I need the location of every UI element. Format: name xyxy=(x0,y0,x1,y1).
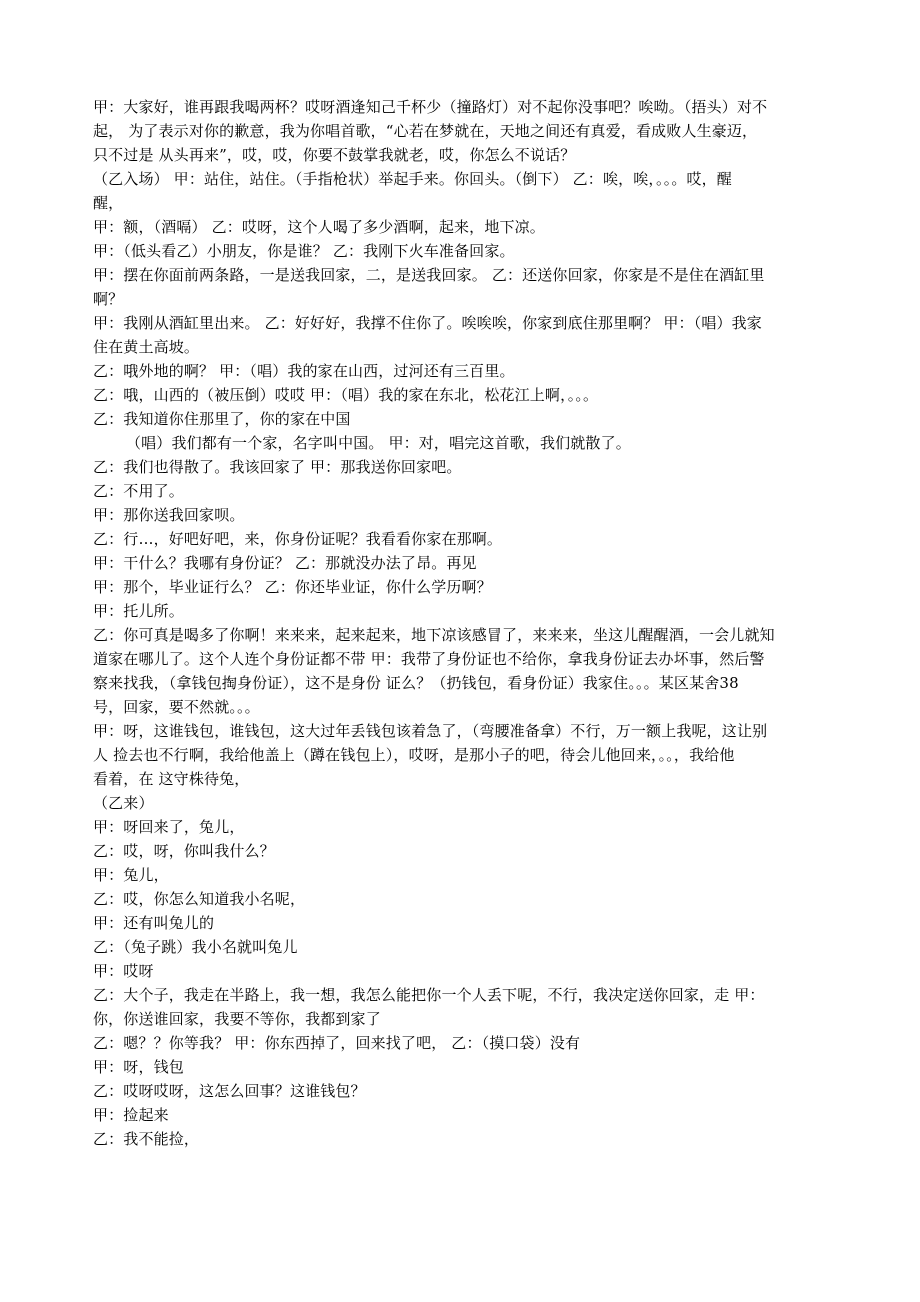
dialogue-line: 甲：捡起来 xyxy=(93,1106,169,1124)
dialogue-line: 乙：大个子，我走在半路上，我一想，我怎么能把你一个人丢下呢，不行，我决定送你回家，走 甲： xyxy=(93,986,765,1004)
dialogue-line: 乙：（兔子跳）我小名就叫兔儿 xyxy=(93,938,298,956)
dialogue-line: 乙：哎，呀，你叫我什么？ xyxy=(93,842,275,860)
dialogue-line: （乙入场） 甲：站住，站住。（手指枪状）举起手来。你回头。（倒下） 乙：唉，唉，。。。哎，醒 xyxy=(93,170,732,188)
dialogue-line: 乙：嗯？？你等我？ 甲：你东西掉了，回来找了吧， 乙：（摸口袋）没有 xyxy=(93,1034,581,1052)
dialogue-line: 甲：呀，这谁钱包，谁钱包，这大过年丢钱包该着急了，（弯腰准备拿）不行，万一额上我呢，这让别 xyxy=(93,722,768,740)
dialogue-line: 甲：那你送我回家呗。 xyxy=(93,506,245,524)
dialogue-line: 甲：那个，毕业证行么？ 乙：你还毕业证，你什么学历啊？ xyxy=(93,578,492,596)
dialogue-line: 乙：我不能捡， xyxy=(93,1130,200,1148)
dialogue-line: 人 捡去也不行啊，我给他盖上（蹲在钱包上），哎呀，是那小子的吧，待会儿他回来，。。，我给他 xyxy=(93,746,735,764)
dialogue-line: 看着，在 这守株待兔， xyxy=(93,770,250,788)
dialogue-line: 乙：不用了。 xyxy=(93,482,184,500)
dialogue-line: 住在黄土高坡。 xyxy=(93,338,200,356)
script-page xyxy=(93,95,843,1151)
dialogue-line: 甲：摆在你面前两条路，一是送我回家，二，是送我回家。 乙：还送你回家，你家是不是住在酒缸里 xyxy=(93,266,765,284)
dialogue-line: 甲：托儿所。 xyxy=(93,602,184,620)
dialogue-line: 甲：大家好，谁再跟我喝两杯？哎呀酒逢知己千杯少（撞路灯）对不起你没事吧？唉呦。（捂头）对不 xyxy=(93,98,768,116)
dialogue-line: 甲：兔儿， xyxy=(93,866,169,884)
dialogue-line: 乙：哎，你怎么知道我小名呢， xyxy=(93,890,306,908)
dialogue-line: 甲：呀，钱包 xyxy=(93,1058,184,1076)
dialogue-line: 起， 为了表示对你的歉意，我为你唱首歌，“心若在梦就在，天地之间还有真爱，看成败人生豪迈， xyxy=(93,122,758,140)
dialogue-line: 乙：行…，好吧好吧，来，你身份证呢？我看看你家在那啊。 xyxy=(93,530,503,548)
dialogue-line: （唱）我们都有一个家，名字叫中国。 甲：对，唱完这首歌，我们就散了。 xyxy=(126,434,631,452)
dialogue-line: 你，你送谁回家，我要不等你，我都到家了 xyxy=(93,1010,381,1028)
dialogue-line: 甲：干什么？我哪有身份证？ 乙：那就没办法了昂。再见 xyxy=(93,554,477,572)
dialogue-line: 甲：呀回来了，兔儿， xyxy=(93,818,245,836)
dialogue-line: 乙：哎呀哎呀，这怎么回事？这谁钱包？ xyxy=(93,1082,366,1100)
dialogue-line: 察来找我，（拿钱包掏身份证），这不是身份 证么？（扔钱包，看身份证）我家住。。。某区某舍38 xyxy=(93,674,739,692)
dialogue-line: 甲：我刚从酒缸里出来。 乙：好好好，我撑不住你了。唉唉唉，你家到底住那里啊？ 甲：（唱）我家 xyxy=(93,314,762,332)
dialogue-line: 甲：额，（酒嗝） 乙：哎呀，这个人喝了多少酒啊，起来，地下凉。 xyxy=(93,218,545,236)
dialogue-line: 乙：你可真是喝多了你啊！来来来，起来起来，地下凉该感冒了，来来来，坐这儿醒醒酒，一会儿就知 xyxy=(93,626,775,644)
dialogue-line: 道家在哪儿了。这个人连个身份证都不带 甲：我带了身份证也不给你，拿我身份证去办坏事，然后警 xyxy=(93,650,765,668)
dialogue-line: 甲：还有叫兔儿的 xyxy=(93,914,215,932)
dialogue-line: 啊？ xyxy=(93,290,124,308)
dialogue-line: 甲：哎呀 xyxy=(93,962,154,980)
dialogue-line: 乙：我们也得散了。我该回家了 甲：那我送你回家吧。 xyxy=(93,458,462,476)
dialogue-line: 甲：（低头看乙）小朋友，你是谁？ 乙：我刚下火车准备回家。 xyxy=(93,242,515,260)
dialogue-line: 醒， xyxy=(93,194,124,212)
dialogue-line: 号，回家，要不然就。。。 xyxy=(93,698,260,716)
dialogue-line: 乙：我知道你住那里了，你的家在中国 xyxy=(93,410,351,428)
dialogue-line: （乙来） xyxy=(93,794,154,812)
dialogue-line: 只不过是 从头再来”，哎，哎，你要不鼓掌我就老，哎，你怎么不说话？ xyxy=(93,146,576,164)
dialogue-line: 乙：哦，山西的（被压倒）哎哎 甲：（唱）我的家在东北，松花江上啊，。。。 xyxy=(93,386,599,404)
dialogue-line: 乙：哦外地的啊？ 甲：（唱）我的家在山西，过河还有三百里。 xyxy=(93,362,515,380)
